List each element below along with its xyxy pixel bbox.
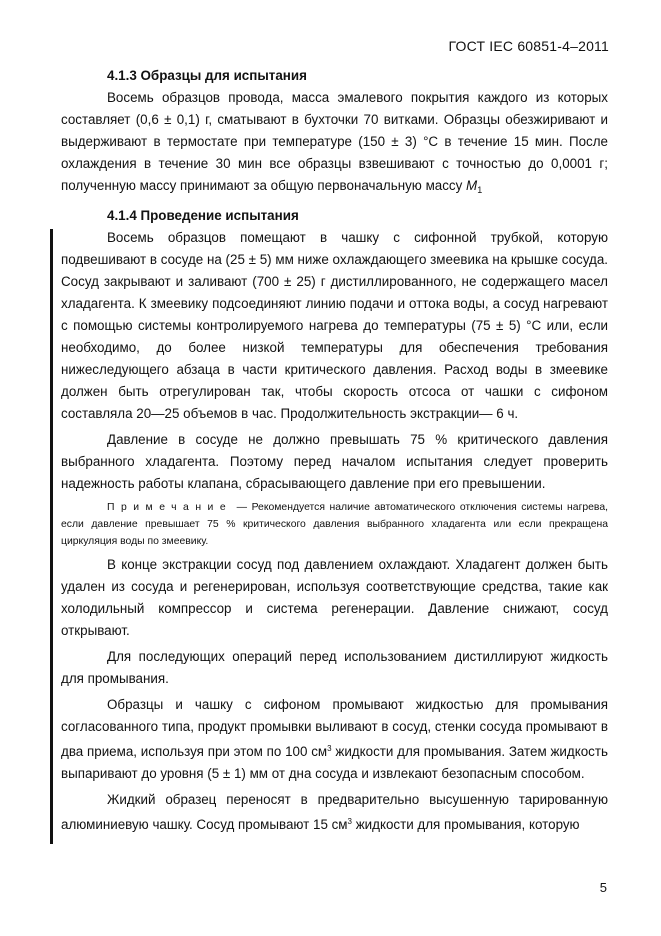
note-label: Примечание bbox=[107, 502, 233, 513]
paragraph-washing: Образцы и чашку с сифоном промывают жидкостью для промывания согласованного типа, продукт промывки выливают в сосуд, стенки сосуда промывают в два приема, используя при этом по 100 $см^3$ жидкости для промывания. Затем жидкость выпаривают до уровня (5 ± 1) мм от дна сосуда и извлекают безопасным способом. bbox=[61, 697, 608, 781]
change-marker-bar bbox=[50, 229, 53, 844]
note-text: — Рекомендуется наличие автоматического отключения системы нагрева, если давление превышает 75 % критического давления выбранного хладагента или если прекращена циркуляция воды по змеевику. bbox=[61, 502, 608, 547]
cube-exponent: 3 bbox=[347, 817, 352, 826]
heading-4-1-4: 4.1.4 Проведение испытания bbox=[107, 208, 299, 223]
heading-4-1-3: 4.1.3 Образцы для испытания bbox=[107, 68, 307, 83]
paragraph-transfer: Жидкий образец переносят в предварительно высушенную тарированную алюминиевую чашку. Сосуд промывают 15 $см^3$ жидкости для промывания, которую bbox=[61, 792, 608, 832]
paragraph-pressure: Давление в сосуде не должно превышать 75 % критического давления выбранного хладагента. Поэтому перед началом испытания следует проверить надежность работы клапана, сбрасывающего давление при его превышении. bbox=[61, 432, 608, 491]
paragraph-samples: Восемь образцов провода, масса эмалевого покрытия каждого из которых составляет (0,6 ± 0,1) г, сматывают в бухточки 70 витками. Образцы обезжиривают и выдерживают в термостате при температуре (150 ± 3) °С в течение 15 мин. После охлаждения в течение 30 мин все образцы взвешивают с точностью до 0,0001 г; полученную массу принимают за общую первоначальную массу $M_1$ bbox=[61, 90, 608, 195]
paragraph-cooling: В конце экстракции сосуд под давлением охлаждают. Хладагент должен быть удален из сосуда и регенерирован, используя соответствующие средства, такие как холодильный компрессор и система регенерации. Давление снижают, сосуд открывают. bbox=[61, 557, 608, 638]
paragraph-distill: Для последующих операций перед использованием дистиллируют жидкость для промывания. bbox=[61, 649, 608, 686]
note bbox=[61, 499, 608, 550]
mass-subscript: 1 bbox=[477, 185, 483, 195]
document-code: ГОСТ IEC 60851-4–2011 bbox=[448, 38, 609, 54]
page-number: 5 bbox=[599, 880, 607, 895]
cube-exponent: 3 bbox=[327, 744, 332, 753]
page-content bbox=[61, 64, 608, 836]
mass-symbol: M bbox=[466, 178, 478, 193]
paragraph-procedure: Восемь образцов помещают в чашку с сифонной трубкой, которую подвешивают в сосуде на (25 ± 5) мм ниже охлаждающего змеевика на крышке сосуда. Сосуд закрывают и заливают (700 ± 25) г дистиллированного, не содержащего масел хладагента. К змеевику подсоединяют линию подачи и оттока воды, а сосуд нагревают с помощью системы контролируемого нагрева до температуры (75 ± 5) °С или, если необходимо, до более низкой температуры для обеспечения требования нижеследующего абзаца в части критического давления. Расход воды в змеевике должен быть отрегулирован так, чтобы скорость отсоса от чашки с сифоном составляла 20—25 объемов в час. Продолжительность экстракции— 6 ч. bbox=[61, 230, 608, 421]
